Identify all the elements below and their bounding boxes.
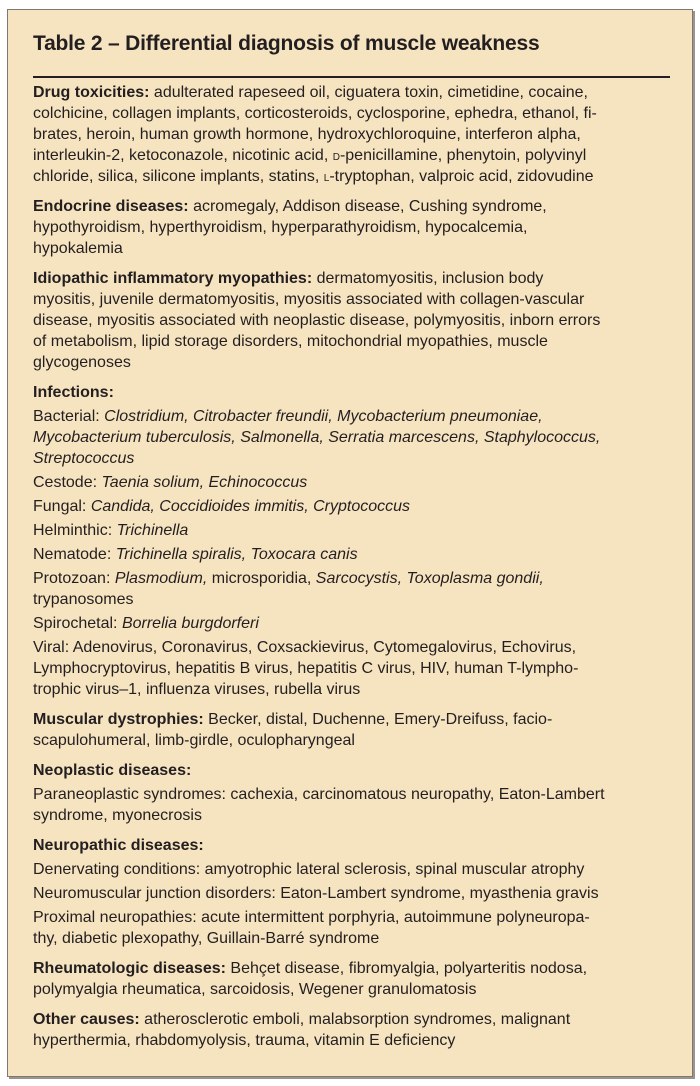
category-heading: Rheumatologic diseases: xyxy=(33,960,226,977)
entry xyxy=(33,613,678,634)
text-segment: syndrome, myonecrosis xyxy=(33,807,202,824)
text-line xyxy=(33,472,678,493)
text-segment: trypanosomes xyxy=(33,591,134,608)
text-line xyxy=(33,784,678,805)
text-line xyxy=(33,331,678,352)
entry xyxy=(33,472,678,493)
text-segment: Nematode: xyxy=(33,546,116,563)
text-segment: d xyxy=(332,147,340,163)
table-title: Table 2 – Differential diagnosis of muscle weakness xyxy=(33,32,540,55)
text-segment: Cestode: xyxy=(33,474,102,491)
text-segment: adulterated rapeseed oil, ciguatera toxin, cimetidine, cocaine, xyxy=(149,84,588,101)
entry xyxy=(33,859,678,880)
text-line xyxy=(33,928,678,949)
text-segment: polymyalgia rheumatica, sarcoidosis, Wegener granulomatosis xyxy=(33,981,477,998)
entry xyxy=(33,544,678,565)
text-line xyxy=(33,805,678,826)
entry xyxy=(33,382,678,403)
entry xyxy=(33,406,678,469)
text-segment: disease, myositis associated with neoplastic disease, polymyositis, inborn errors xyxy=(33,312,601,329)
text-line xyxy=(33,217,678,238)
text-line xyxy=(33,238,678,259)
table-panel xyxy=(7,9,693,1077)
category-heading: Endocrine diseases: xyxy=(33,198,189,215)
text-line xyxy=(33,907,678,928)
text-segment: Paraneoplastic syndromes: cachexia, carcinomatous neuropathy, Eaton-Lambert xyxy=(33,786,605,803)
text-segment: hypokalemia xyxy=(33,240,123,257)
text-line xyxy=(33,1030,678,1051)
text-segment: glycogenoses xyxy=(33,354,131,371)
text-segment: Proximal neuropathies: acute intermittent porphyria, autoimmune polyneuropa- xyxy=(33,909,590,926)
entry xyxy=(33,1009,678,1051)
text-line xyxy=(33,1009,678,1030)
text-segment: trophic virus–1, influenza viruses, rubella virus xyxy=(33,681,361,698)
text-segment: hypothyroidism, hyperthyroidism, hyperparathyroidism, hypocalcemia, xyxy=(33,219,528,236)
text-segment: Spirochetal: xyxy=(33,615,122,632)
text-segment: of metabolism, lipid storage disorders, mitochondrial myopathies, muscle xyxy=(33,333,548,350)
category-heading: Muscular dystrophies: xyxy=(33,711,204,728)
text-line xyxy=(33,730,678,751)
text-line xyxy=(33,382,678,403)
section-rheumatologic-diseases xyxy=(33,958,678,1000)
text-segment: Protozoan: xyxy=(33,570,115,587)
entry xyxy=(33,268,678,373)
entry xyxy=(33,835,678,856)
text-line xyxy=(33,124,678,145)
text-segment: myositis, juvenile dermatomyositis, myositis associated with collagen-vascular xyxy=(33,291,585,308)
entry xyxy=(33,196,678,259)
text-segment: hyperthermia, rhabdomyolysis, trauma, vitamin E deficiency xyxy=(33,1032,456,1049)
text-line xyxy=(33,958,678,979)
section-infections xyxy=(33,382,678,700)
text-line xyxy=(33,448,678,469)
text-segment: Viral: Adenovirus, Coronavirus, Coxsackievirus, Cytomegalovirus, Echovirus, xyxy=(33,639,577,656)
entry xyxy=(33,958,678,1000)
text-segment: -tryptophan, valproic acid, zidovudine xyxy=(329,168,594,185)
organism-names: Trichinella spiralis, Toxocara canis xyxy=(115,546,358,563)
text-line xyxy=(33,679,678,700)
text-segment: -penicillamine, phenytoin, polyvinyl xyxy=(339,147,587,164)
text-segment: Denervating conditions: amyotrophic lateral sclerosis, spinal muscular atrophy xyxy=(33,861,585,878)
entry xyxy=(33,520,678,541)
text-segment: interleukin-2, ketoconazole, nicotinic acid, xyxy=(33,147,333,164)
category-heading: Drug toxicities: xyxy=(33,84,150,101)
text-line xyxy=(33,709,678,730)
text-segment: thy, diabetic plexopathy, Guillain-Barré syndrome xyxy=(33,930,380,947)
organism-names: Mycobacterium tuberculosis, Salmonella, Serratia marcescens, Staphylococcus, xyxy=(33,429,601,446)
table-content xyxy=(33,82,678,1060)
text-line xyxy=(33,613,678,634)
text-line xyxy=(33,82,678,103)
text-segment: Fungal: xyxy=(33,498,91,515)
text-segment: Behçet disease, fibromyalgia, polyarteritis nodosa, xyxy=(225,960,588,977)
text-line xyxy=(33,352,678,373)
text-line xyxy=(33,979,678,1000)
text-line xyxy=(33,589,678,610)
text-line xyxy=(33,760,678,781)
organism-names: Clostridium, Citrobacter freundii, Mycobacterium pneumoniae, xyxy=(104,408,543,425)
text-segment: colchicine, collagen implants, corticosteroids, cyclosporine, ephedra, ethanol, fi- xyxy=(33,105,597,122)
text-line xyxy=(33,196,678,217)
entry xyxy=(33,883,678,904)
text-line xyxy=(33,568,678,589)
category-heading: Neuropathic diseases: xyxy=(33,837,204,854)
text-line xyxy=(33,658,678,679)
entry xyxy=(33,784,678,826)
text-segment: scapulohumeral, limb-girdle, oculopharyngeal xyxy=(33,732,355,749)
entry xyxy=(33,760,678,781)
category-heading: Infections: xyxy=(33,384,114,401)
text-segment: Lymphocryptovirus, hepatitis B virus, hepatitis C virus, HIV, human T-lympho- xyxy=(33,660,579,677)
organism-names: Plasmodium, xyxy=(114,570,208,587)
text-segment: dermatomyositis, inclusion body xyxy=(312,270,544,287)
text-segment: Becker, distal, Duchenne, Emery-Dreifuss, facio- xyxy=(203,711,553,728)
text-line xyxy=(33,166,678,187)
organism-names: Streptococcus xyxy=(33,450,135,467)
section-idiopathic-inflammatory-myopathies xyxy=(33,268,678,373)
entry xyxy=(33,907,678,949)
section-other-causes xyxy=(33,1009,678,1051)
text-segment: Neuromuscular junction disorders: Eaton-Lambert syndrome, myasthenia gravis xyxy=(33,885,599,902)
text-segment: l xyxy=(323,168,330,184)
organism-names: Trichinella xyxy=(116,522,189,539)
section-neuropathic-diseases xyxy=(33,835,678,949)
text-line xyxy=(33,637,678,658)
organism-names: Candida, Coccidioides immitis, Cryptococcus xyxy=(90,498,411,515)
entry xyxy=(33,709,678,751)
text-line xyxy=(33,544,678,565)
text-segment: acromegaly, Addison disease, Cushing syndrome, xyxy=(188,198,547,215)
text-line xyxy=(33,427,678,448)
text-segment: brates, heroin, human growth hormone, hydroxychloroquine, interferon alpha, xyxy=(33,126,581,143)
category-heading: Idiopathic inflammatory myopathies: xyxy=(33,270,313,287)
text-segment: Bacterial: xyxy=(33,408,105,425)
text-line xyxy=(33,406,678,427)
entry xyxy=(33,568,678,610)
section-muscular-dystrophies xyxy=(33,709,678,751)
entry xyxy=(33,637,678,700)
text-line xyxy=(33,520,678,541)
text-segment: atherosclerotic emboli, malabsorption syndromes, malignant xyxy=(139,1011,571,1028)
text-line xyxy=(33,103,678,124)
text-line xyxy=(33,268,678,289)
section-endocrine-diseases xyxy=(33,196,678,259)
section-neoplastic-diseases xyxy=(33,760,678,826)
organism-names: Borrelia burgdorferi xyxy=(121,615,259,632)
category-heading: Neoplastic diseases: xyxy=(33,762,192,779)
text-line xyxy=(33,883,678,904)
entry xyxy=(33,82,678,187)
title-rule xyxy=(33,76,670,78)
text-line xyxy=(33,835,678,856)
text-segment: chloride, silica, silicone implants, statins, xyxy=(33,168,324,185)
category-heading: Other causes: xyxy=(33,1011,140,1028)
text-line xyxy=(33,859,678,880)
text-line xyxy=(33,289,678,310)
entry xyxy=(33,496,678,517)
text-segment: Helminthic: xyxy=(33,522,117,539)
text-line xyxy=(33,145,678,166)
section-drug-toxicities xyxy=(33,82,678,187)
text-line xyxy=(33,496,678,517)
text-segment: microsporidia, xyxy=(207,570,316,587)
text-line xyxy=(33,310,678,331)
organism-names: Sarcocystis, Toxoplasma gondii, xyxy=(315,570,544,587)
organism-names: Taenia solium, Echinococcus xyxy=(101,474,308,491)
